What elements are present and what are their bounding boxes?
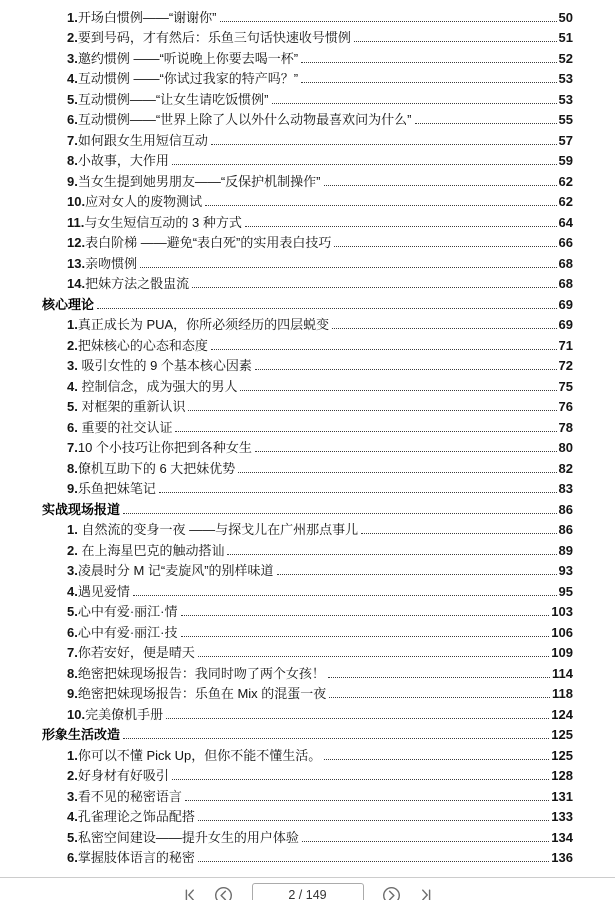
- toc-entry-number: 3.: [67, 358, 78, 373]
- toc-entry-number: 12.: [67, 235, 86, 250]
- toc-entry-page: 69: [558, 317, 573, 332]
- toc-entry-number: 7.: [67, 132, 78, 148]
- dot-leader: [329, 697, 550, 698]
- dot-leader: [245, 226, 557, 227]
- toc-entry-page: 118: [552, 686, 573, 701]
- toc-entry-label: 完美僚机手册: [85, 706, 164, 722]
- toc-section-row[interactable]: [42, 497, 573, 518]
- toc-entry-row[interactable]: [42, 702, 573, 723]
- toc-entry-number: 6.: [67, 624, 78, 640]
- dot-leader: [301, 62, 556, 63]
- dot-leader: [361, 533, 556, 534]
- toc-entry-number: 3.: [67, 788, 78, 804]
- toc-entry-row[interactable]: [42, 149, 573, 170]
- toc-entry-row[interactable]: [42, 354, 573, 375]
- dot-leader: [198, 656, 549, 657]
- toc-entry-label: 乐鱼把妹笔记: [77, 481, 156, 496]
- dot-leader: [123, 738, 549, 739]
- toc-entry-page: 106: [551, 624, 573, 640]
- toc-entry-number: 2.: [67, 30, 78, 45]
- toc-entry-row[interactable]: [42, 477, 573, 498]
- next-page-button[interactable]: [382, 885, 402, 900]
- dot-leader: [211, 144, 557, 145]
- toc-entry-row[interactable]: [42, 5, 573, 26]
- toc-entry-row[interactable]: [42, 538, 573, 559]
- dot-leader: [188, 410, 556, 411]
- toc-entry-page: 80: [558, 440, 573, 455]
- toc-entry-row[interactable]: [42, 846, 573, 867]
- toc-entry-row[interactable]: [42, 620, 573, 641]
- toc-entry-number: 2.: [67, 768, 78, 783]
- first-page-icon: [182, 887, 198, 900]
- pager-toolbar: [0, 877, 615, 900]
- toc-entry-page: 76: [558, 399, 573, 414]
- dot-leader: [211, 349, 557, 350]
- toc-entry-number: 6.: [67, 850, 78, 865]
- toc-entry-label: 把妹方法之骰盅流: [85, 276, 190, 291]
- toc-entry-label: 孔雀理论之饰品配搭: [77, 809, 195, 824]
- toc-entry-row[interactable]: [42, 190, 573, 211]
- toc-entry-number: 9.: [67, 481, 78, 496]
- dot-leader: [272, 103, 557, 104]
- dot-leader: [198, 820, 549, 821]
- toc-entry-number: 2.: [67, 542, 78, 558]
- toc-entry-label: 互动惯例——“让女生请吃饭惯例”: [77, 91, 269, 107]
- toc-entry-row[interactable]: [42, 231, 573, 252]
- toc-entry-row[interactable]: [42, 641, 573, 662]
- toc-section-row[interactable]: [42, 723, 573, 744]
- toc-entry-label: 你可以不懂 Pick Up，但你不能不懂生活。: [77, 747, 322, 763]
- dot-leader: [192, 287, 556, 288]
- toc-entry-label: 凌晨时分 M 记“麦旋风”的别样味道: [77, 563, 274, 578]
- toc-entry-label: 亲吻惯例: [85, 255, 138, 271]
- toc-entry-row[interactable]: [42, 313, 573, 334]
- toc-entry-label: 要到号码，才有然后：乐鱼三句话快速收号惯例: [77, 30, 351, 45]
- toc-entry-number: 13.: [67, 255, 86, 271]
- toc-entry-label: 小故事，大作用: [77, 153, 169, 168]
- toc-entry-label: 在上海星巴克的触动搭讪: [77, 542, 225, 558]
- dot-leader: [354, 41, 557, 42]
- toc-entry-label: 僚机互助下的 6 大把妹优势: [77, 460, 236, 476]
- next-page-icon: [382, 886, 401, 900]
- toc-entry-row[interactable]: [42, 333, 573, 354]
- document-page: [42, 5, 573, 866]
- last-page-button[interactable]: [416, 885, 436, 900]
- toc-entry-row[interactable]: [42, 436, 573, 457]
- toc-entry-number: 7.: [67, 440, 78, 455]
- toc-entry-label: 对框架的重新认识: [77, 399, 186, 414]
- toc-entry-label: 邀约惯例 ——“听说晚上你要去喝一杯”: [77, 50, 299, 66]
- toc-entry-number: 5.: [67, 399, 78, 414]
- toc-entry-label: 绝密把妹现场报告：我同时吻了两个女孩！: [77, 665, 325, 681]
- dot-leader: [220, 21, 557, 22]
- toc-entry-label: 表白阶梯 ——避免“表白死”的实用表白技巧: [85, 235, 332, 250]
- page-number-input[interactable]: [252, 883, 364, 900]
- toc-entry-page: 82: [558, 460, 573, 476]
- toc-entry-page: 103: [551, 604, 573, 619]
- dot-leader: [324, 185, 557, 186]
- toc-entry-row[interactable]: [42, 825, 573, 846]
- toc-entry-page: 136: [551, 850, 573, 865]
- toc-entry-page: 66: [558, 235, 573, 250]
- dot-leader: [328, 677, 550, 678]
- dot-leader: [301, 82, 556, 83]
- dot-leader: [205, 205, 556, 206]
- toc-entry-number: 1.: [67, 522, 78, 537]
- toc-entry-label: 互动惯例——“世界上除了人以外什么动物最喜欢问为什么”: [77, 112, 412, 127]
- toc-entry-row[interactable]: [42, 661, 573, 682]
- toc-entry-row[interactable]: [42, 784, 573, 805]
- toc-entry-label: 当女生提到她男朋友——“反保护机制操作”: [77, 173, 321, 189]
- toc-entry-label: 好身材有好吸引: [77, 768, 169, 783]
- toc-entry-page: 133: [551, 809, 573, 824]
- toc-entry-page: 131: [551, 788, 573, 804]
- toc-entry-label: 实战现场报道: [42, 501, 121, 517]
- toc-entry-page: 72: [558, 358, 573, 373]
- toc-entry-label: 10 个小技巧让你把到各种女生: [77, 440, 252, 455]
- toc-entry-page: 125: [551, 727, 573, 742]
- toc-entry-number: 8.: [67, 153, 78, 168]
- toc-entry-page: 57: [558, 132, 573, 148]
- toc-entry-number: 4.: [67, 583, 78, 599]
- toc-entry-page: 51: [558, 30, 573, 45]
- toc-entry-row[interactable]: [42, 26, 573, 47]
- toc-entry-label: 看不见的秘密语言: [77, 788, 182, 804]
- toc-entry-page: 114: [552, 665, 573, 681]
- toc-entry-number: 4.: [67, 71, 78, 86]
- dot-leader: [255, 369, 557, 370]
- toc-entry-number: 8.: [67, 665, 78, 681]
- toc-entry-label: 核心理论: [42, 296, 95, 312]
- toc-entry-number: 4.: [67, 378, 78, 394]
- toc-entry-number: 14.: [67, 276, 86, 291]
- table-of-contents: [42, 5, 573, 866]
- toc-entry-page: 86: [558, 501, 573, 517]
- dot-leader: [255, 451, 557, 452]
- toc-entry-row[interactable]: [42, 559, 573, 580]
- dot-leader: [172, 164, 557, 165]
- dot-leader: [123, 513, 557, 514]
- toc-entry-label: 你若安好，便是晴天: [77, 645, 195, 660]
- toc-entry-row[interactable]: [42, 518, 573, 539]
- toc-entry-row[interactable]: [42, 456, 573, 477]
- toc-entry-row[interactable]: [42, 210, 573, 231]
- toc-entry-page: 75: [558, 378, 573, 394]
- toc-entry-label: 控制信念，成为强大的男人: [77, 378, 238, 394]
- toc-entry-row[interactable]: [42, 87, 573, 108]
- toc-entry-page: 95: [558, 583, 573, 599]
- toc-entry-page: 64: [558, 214, 573, 230]
- dot-leader: [227, 554, 556, 555]
- toc-entry-page: 55: [558, 112, 573, 127]
- toc-entry-page: 86: [558, 522, 573, 537]
- dot-leader: [277, 574, 557, 575]
- toc-entry-label: 自然流的变身一夜 ——与探戈儿在广州那点事儿: [77, 522, 359, 537]
- toc-entry-number: 7.: [67, 645, 78, 660]
- toc-entry-label: 与女生短信互动的 3 种方式: [84, 214, 242, 230]
- toc-entry-label: 吸引女性的 9 个基本核心因素: [77, 358, 252, 373]
- toc-entry-number: 1.: [67, 747, 78, 763]
- toc-entry-row[interactable]: [42, 251, 573, 272]
- toc-entry-number: 10.: [67, 706, 86, 722]
- dot-leader: [172, 779, 549, 780]
- last-page-icon: [418, 887, 434, 900]
- toc-entry-row[interactable]: [42, 682, 573, 703]
- toc-entry-row[interactable]: [42, 764, 573, 785]
- toc-entry-page: 50: [558, 9, 573, 25]
- toc-entry-page: 68: [558, 276, 573, 291]
- toc-entry-page: 78: [558, 419, 573, 435]
- toc-section-row[interactable]: [42, 292, 573, 313]
- toc-entry-number: 10.: [67, 194, 86, 209]
- toc-entry-label: 心中有爱·丽江·技: [77, 624, 178, 640]
- toc-entry-number: 2.: [67, 337, 78, 353]
- toc-entry-number: 3.: [67, 563, 78, 578]
- toc-entry-page: 93: [558, 563, 573, 578]
- dot-leader: [181, 636, 550, 637]
- toc-entry-page: 71: [558, 337, 573, 353]
- toc-entry-number: 1.: [67, 9, 78, 25]
- toc-entry-number: 6.: [67, 112, 78, 127]
- toc-entry-page: 109: [551, 645, 573, 660]
- toc-entry-row[interactable]: [42, 743, 573, 764]
- toc-entry-row[interactable]: [42, 579, 573, 600]
- toc-entry-number: 9.: [67, 686, 78, 701]
- toc-entry-label: 互动惯例 ——“你试过我家的特产吗？”: [77, 71, 299, 86]
- toc-entry-label: 遇见爱情: [77, 583, 130, 599]
- dot-leader: [324, 759, 549, 760]
- dot-leader: [198, 861, 549, 862]
- dot-leader: [332, 328, 556, 329]
- toc-entry-label: 如何跟女生用短信互动: [77, 132, 208, 148]
- dot-leader: [175, 431, 556, 432]
- toc-entry-page: 125: [551, 747, 573, 763]
- toc-entry-page: 53: [558, 91, 573, 107]
- toc-entry-number: 5.: [67, 91, 78, 107]
- dot-leader: [334, 246, 556, 247]
- toc-entry-page: 68: [558, 255, 573, 271]
- toc-entry-row[interactable]: [42, 46, 573, 67]
- dot-leader: [97, 308, 557, 309]
- first-page-button[interactable]: [180, 885, 200, 900]
- toc-entry-number: 3.: [67, 50, 78, 66]
- toc-entry-row[interactable]: [42, 169, 573, 190]
- toc-entry-page: 62: [558, 194, 573, 209]
- toc-entry-page: 59: [558, 153, 573, 168]
- toc-entry-page: 62: [558, 173, 573, 189]
- toc-entry-row[interactable]: [42, 415, 573, 436]
- toc-entry-number: 9.: [67, 173, 78, 189]
- toc-entry-row[interactable]: [42, 108, 573, 129]
- toc-entry-row[interactable]: [42, 272, 573, 293]
- toc-entry-page: 128: [551, 768, 573, 783]
- dot-leader: [159, 492, 557, 493]
- dot-leader: [140, 267, 556, 268]
- toc-entry-row[interactable]: [42, 128, 573, 149]
- dot-leader: [181, 615, 550, 616]
- toc-entry-row[interactable]: [42, 395, 573, 416]
- dot-leader: [415, 123, 557, 124]
- toc-entry-row[interactable]: [42, 805, 573, 826]
- toc-entry-label: 把妹核心的心态和态度: [77, 337, 208, 353]
- toc-entry-row[interactable]: [42, 600, 573, 621]
- prev-page-button[interactable]: [214, 885, 234, 900]
- pager-controls: [180, 883, 436, 900]
- toc-entry-page: 124: [551, 706, 573, 722]
- dot-leader: [302, 841, 549, 842]
- toc-entry-number: 8.: [67, 460, 78, 476]
- toc-entry-label: 掌握肢体语言的秘密: [77, 850, 195, 865]
- toc-entry-number: 4.: [67, 809, 78, 824]
- toc-entry-row[interactable]: [42, 67, 573, 88]
- toc-entry-label: 绝密把妹现场报告：乐鱼在 Mix 的混蛋一夜: [77, 686, 327, 701]
- toc-entry-page: 53: [558, 71, 573, 86]
- dot-leader: [166, 718, 549, 719]
- toc-entry-label: 重要的社交认证: [77, 419, 173, 435]
- toc-entry-label: 真正成长为 PUA，你所必须经历的四层蜕变: [77, 317, 330, 332]
- toc-entry-label: 开场白惯例——“谢谢你”: [77, 9, 217, 25]
- dot-leader: [133, 595, 557, 596]
- toc-entry-number: 5.: [67, 604, 78, 619]
- toc-entry-number: 6.: [67, 419, 78, 435]
- dot-leader: [185, 800, 549, 801]
- toc-entry-row[interactable]: [42, 374, 573, 395]
- toc-entry-label: 应对女人的废物测试: [85, 194, 203, 209]
- toc-entry-page: 52: [558, 50, 573, 66]
- toc-entry-number: 5.: [67, 829, 78, 845]
- toc-entry-label: 心中有爱·丽江·情: [77, 604, 178, 619]
- toc-entry-page: 83: [558, 481, 573, 496]
- dot-leader: [240, 390, 556, 391]
- toc-entry-number: 11.: [67, 214, 85, 230]
- toc-entry-page: 89: [558, 542, 573, 558]
- dot-leader: [238, 472, 556, 473]
- toc-entry-number: 1.: [67, 317, 78, 332]
- toc-entry-label: 形象生活改造: [42, 727, 121, 742]
- toc-entry-page: 69: [558, 296, 573, 312]
- toc-entry-page: 134: [551, 829, 573, 845]
- toc-entry-label: 私密空间建设——提升女生的用户体验: [77, 829, 299, 845]
- prev-page-icon: [214, 886, 233, 900]
